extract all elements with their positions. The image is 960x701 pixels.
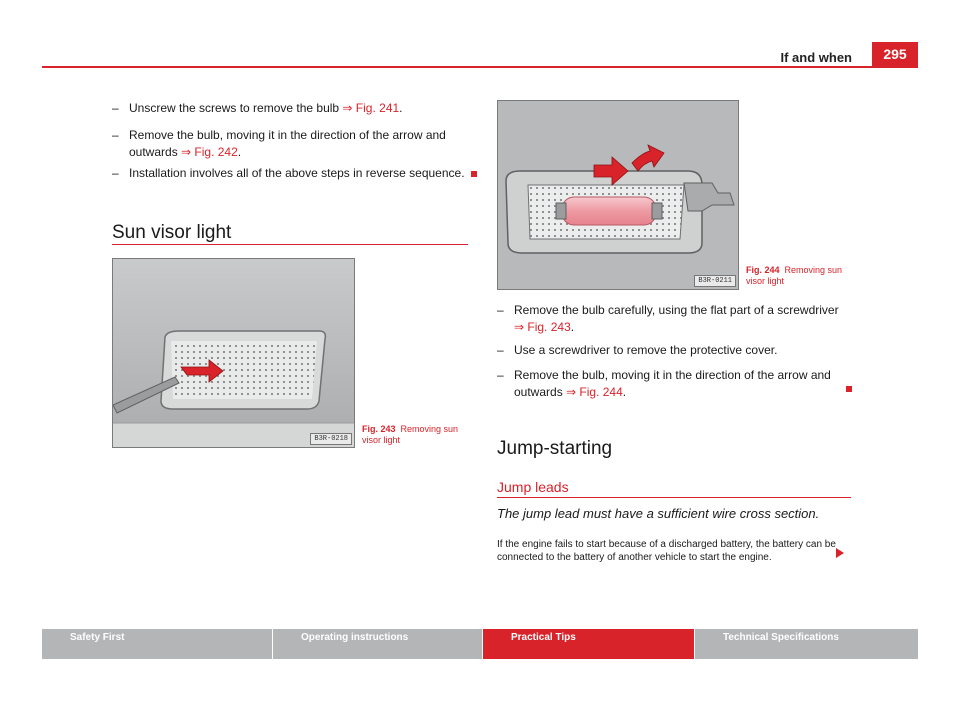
section-heading-sun-visor: Sun visor light xyxy=(112,222,232,243)
footer-tab-technical-specifications[interactable]: Technical Specifications xyxy=(695,629,918,659)
subsection-rule xyxy=(497,497,851,498)
fig-ref-link[interactable]: ⇒ Fig. 241 xyxy=(342,101,400,115)
step-dash: – xyxy=(112,166,119,180)
subheading-jump-leads: Jump leads xyxy=(497,479,569,495)
running-header-title: If and when xyxy=(780,50,852,65)
continue-arrow-icon xyxy=(836,548,844,558)
page-number: 295 xyxy=(872,42,918,66)
section-body: If the engine fails to start because of a discharged battery, the battery can be connected to the battery of another vehicle to start the engine. xyxy=(497,539,836,563)
figure-code: B3R-0218 xyxy=(310,433,352,445)
figure-244-caption: Fig. 244 Removing sun visor light xyxy=(746,265,843,286)
step-dash: – xyxy=(112,128,119,142)
step-dash: – xyxy=(497,343,504,357)
step-remove-cover: – Use a screwdriver to remove the protective cover. xyxy=(497,343,778,357)
figure-243-caption: Fig. 243 Removing sun visor light xyxy=(362,424,459,445)
section-rule xyxy=(112,244,468,245)
step-remove-bulb-outwards: – Remove the bulb, moving it in the direction of the arrow and outwards ⇒ Fig. 244. xyxy=(497,368,831,399)
section-end-mark xyxy=(846,386,852,392)
bulb-removal-illustration xyxy=(498,101,738,289)
footer-tab-safety-first[interactable]: Safety First xyxy=(42,629,273,659)
fig-ref-link[interactable]: ⇒ Fig. 242 xyxy=(181,145,238,159)
figure-244-image xyxy=(497,100,739,290)
fig-ref-link[interactable]: ⇒ Fig. 243 xyxy=(514,320,571,334)
figure-243-image xyxy=(112,258,355,448)
step-remove-bulb: – Remove the bulb, moving it in the direction of the arrow and outwards ⇒ Fig. 242. xyxy=(112,128,446,159)
section-end-mark xyxy=(471,171,477,177)
step-dash: – xyxy=(497,303,504,317)
fig-ref-link[interactable]: ⇒ Fig. 244 xyxy=(566,385,623,399)
figure-code: B3R-0211 xyxy=(694,275,736,287)
footer-nav xyxy=(42,629,918,659)
step-installation: – Installation involves all of the above steps in reverse sequence. xyxy=(112,165,482,182)
step-remove-bulb-screwdriver: – Remove the bulb carefully, using the flat part of a screwdriver ⇒ Fig. 243. xyxy=(497,303,839,334)
header-rule xyxy=(42,66,918,68)
section-intro: The jump lead must have a sufficient wire cross section. xyxy=(497,506,820,521)
step-dash: – xyxy=(497,368,504,382)
footer-tab-practical-tips[interactable]: Practical Tips xyxy=(483,629,695,659)
sun-visor-illustration xyxy=(113,259,354,447)
step-dash: – xyxy=(112,101,119,115)
footer-tab-operating-instructions[interactable]: Operating instructions xyxy=(273,629,483,659)
step-unscrew-screws: – Unscrew the screws to remove the bulb ⇒ Fig. 241. xyxy=(112,101,403,115)
section-heading-jump-starting: Jump-starting xyxy=(497,438,613,459)
